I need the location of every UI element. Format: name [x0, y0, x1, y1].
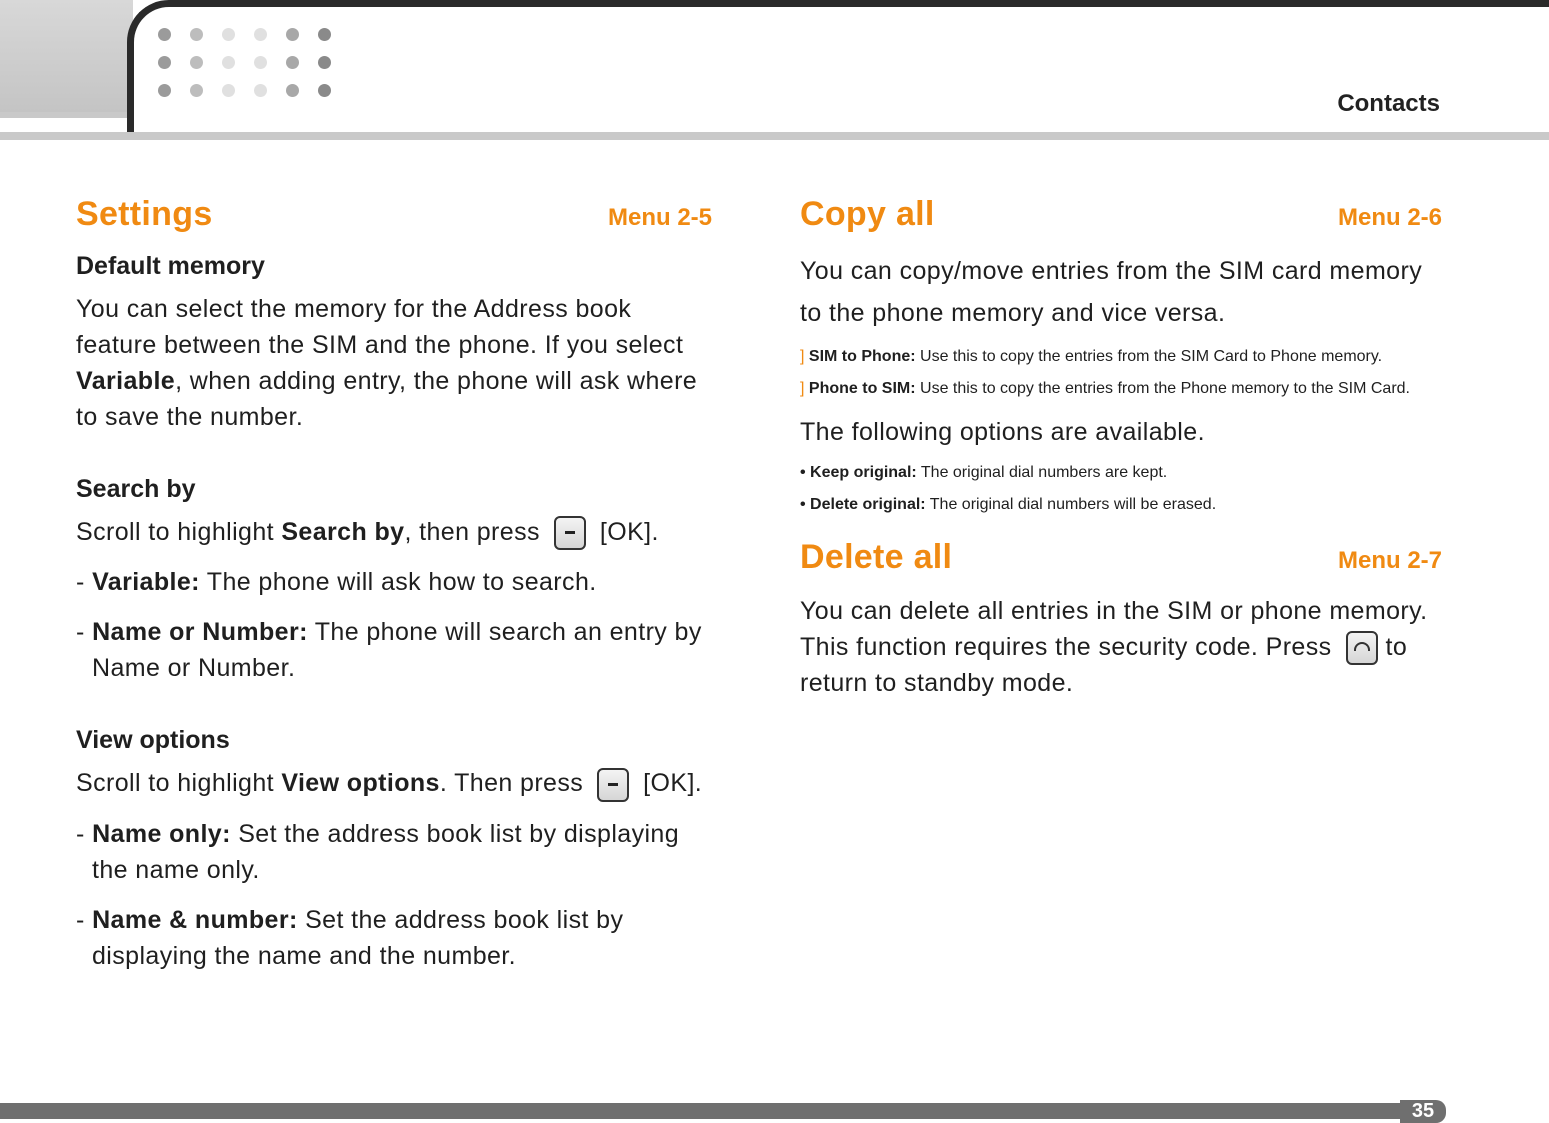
- dot-icon: [254, 56, 267, 69]
- item-text: Set the address book list by displaying the name and the number.: [92, 905, 624, 970]
- heading-title: Delete all: [800, 538, 953, 576]
- end-key-icon: [1346, 631, 1378, 665]
- text: You can delete all entries in the SIM or phone memory. This function requires the security code. Press: [800, 597, 1428, 661]
- dash: -: [76, 618, 93, 647]
- item-text: Use this to copy the entries from the SIM Card to Phone memory.: [915, 348, 1383, 365]
- bold-term: Variable: [76, 367, 176, 395]
- subheading-search-by: Search by: [76, 475, 196, 503]
- settings-heading: [76, 195, 712, 234]
- bold-term: View options: [281, 769, 440, 798]
- header-rule-left: [0, 112, 128, 118]
- item-label: Name only:: [92, 819, 231, 848]
- dash: -: [76, 819, 93, 848]
- dot-icon: [222, 28, 235, 41]
- section-name: Contacts: [1337, 90, 1440, 117]
- list-item: [800, 496, 1442, 514]
- item-label: Delete original:: [810, 496, 926, 513]
- paragraph-delete-all: [800, 593, 1442, 701]
- delete-all-heading: [800, 538, 1442, 577]
- bracket-bullet-icon: ]: [800, 348, 805, 365]
- right-column: [800, 195, 1442, 701]
- left-column: [76, 195, 712, 974]
- ok-key-icon: [554, 516, 586, 550]
- dash: -: [76, 905, 93, 934]
- bullet-icon: •: [800, 496, 811, 513]
- menu-number: Menu 2-7: [1337, 547, 1442, 574]
- text: You can select the memory for the Address book feature between the SIM and the phone. If you select: [76, 295, 684, 359]
- item-label: Keep original:: [810, 464, 917, 481]
- list-item: [76, 614, 712, 686]
- ok-key-icon: [597, 768, 629, 802]
- text: . Then press: [439, 769, 584, 798]
- dot-icon: [190, 84, 203, 97]
- text: [OK].: [643, 769, 703, 798]
- dot-icon: [254, 28, 267, 41]
- header-frame: [127, 0, 1549, 140]
- footer-bar: [0, 1103, 1400, 1119]
- item-label: Phone to SIM:: [808, 380, 916, 397]
- menu-number: Menu 2-5: [607, 204, 712, 231]
- item-text: The original dial numbers will be erased.: [925, 496, 1217, 513]
- dot-icon: [318, 28, 331, 41]
- bold-term: Search by: [281, 518, 405, 546]
- paragraph-search-by: [76, 514, 712, 550]
- text: , when adding entry, the phone will ask where to save the number.: [76, 367, 698, 431]
- bracket-bullet-icon: ]: [800, 380, 805, 397]
- dot-icon: [190, 56, 203, 69]
- dot-icon: [158, 84, 171, 97]
- decorative-dot-grid: [158, 28, 333, 100]
- list-item: [76, 816, 712, 888]
- item-label: SIM to Phone:: [808, 348, 916, 365]
- list-item: [800, 464, 1442, 482]
- list-item: [76, 902, 712, 974]
- item-label: Variable:: [92, 568, 200, 597]
- item-text: Use this to copy the entries from the Phone memory to the SIM Card.: [915, 380, 1410, 397]
- header-rule: [0, 132, 1549, 140]
- dot-icon: [222, 84, 235, 97]
- dot-icon: [222, 56, 235, 69]
- subheading-default-memory: Default memory: [76, 252, 265, 280]
- text: Scroll to highlight: [76, 769, 282, 798]
- dot-icon: [158, 56, 171, 69]
- paragraph-view-options: [76, 765, 712, 801]
- item-text: The original dial numbers are kept.: [916, 464, 1168, 481]
- text: [OK].: [599, 518, 659, 546]
- dot-icon: [318, 56, 331, 69]
- dot-icon: [158, 28, 171, 41]
- page-number: 35: [1400, 1100, 1446, 1123]
- text: , then press: [404, 518, 540, 546]
- paragraph-options-intro: The following options are available.: [800, 418, 1205, 446]
- bullet-icon: •: [800, 464, 811, 481]
- menu-number: Menu 2-6: [1337, 204, 1442, 231]
- subheading-view-options: View options: [76, 726, 230, 755]
- dash: -: [76, 568, 93, 597]
- item-text: Set the address book list by displaying the name only.: [92, 819, 680, 884]
- paragraph-default-memory: [76, 291, 712, 435]
- text: to return to standby mode.: [800, 633, 1408, 698]
- heading-title: Settings: [76, 195, 213, 233]
- list-item: [76, 564, 712, 600]
- item-label: Name or Number:: [92, 618, 308, 647]
- text: Scroll to highlight: [76, 518, 282, 546]
- dot-icon: [286, 84, 299, 97]
- dot-icon: [254, 84, 267, 97]
- dot-icon: [318, 84, 331, 97]
- list-item: [800, 380, 1442, 398]
- item-text: The phone will ask how to search.: [199, 568, 597, 597]
- item-text: The phone will search an entry by Name or Number.: [92, 618, 702, 683]
- dot-icon: [286, 28, 299, 41]
- dot-icon: [286, 56, 299, 69]
- paragraph-copy-all: You can copy/move entries from the SIM card memory to the phone memory and vice versa.: [800, 257, 1423, 327]
- list-item: [800, 348, 1442, 366]
- copy-all-heading: [800, 195, 1442, 234]
- item-label: Name & number:: [92, 905, 298, 934]
- heading-title: Copy all: [800, 195, 935, 233]
- dot-icon: [190, 28, 203, 41]
- header-tab-decoration: [0, 0, 133, 113]
